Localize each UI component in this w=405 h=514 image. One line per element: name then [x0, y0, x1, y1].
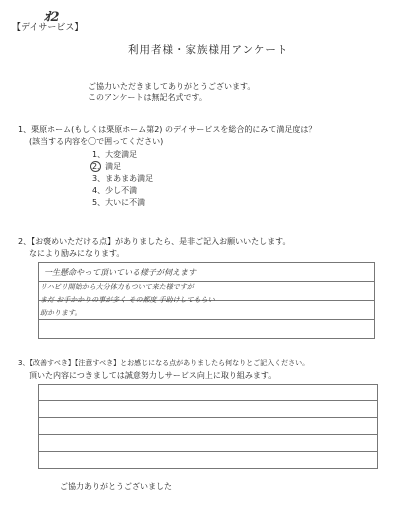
- q1-option-2[interactable]: 2、満足: [92, 162, 122, 171]
- q1-option-4[interactable]: 4、少し不満: [92, 186, 138, 195]
- q3-question: 3、【改善すべき】【注意すべき】とお感じになる点がありましたら何なりとご記入ください。: [18, 359, 310, 367]
- footer-thanks: ご協力ありがとうございました: [60, 482, 172, 491]
- q3-answer-box[interactable]: [38, 384, 378, 468]
- q2-answer-line-2: リハビリ開始から大分体力もついて来た様ですが: [40, 283, 194, 291]
- q2-answer-line-1: 一生懸命やって頂いている様子が伺えます: [44, 268, 196, 277]
- category-label: 【デイサービス】: [12, 23, 84, 33]
- intro-line-2: このアンケートは無記名式です。: [88, 93, 207, 102]
- q1-instruction: (該当する内容を〇で囲ってください): [29, 137, 164, 146]
- q2-question: 2、【お褒めいただける点】がありましたら、是非ご記入お願いいたします。: [18, 237, 291, 246]
- q2-answer-line-4: 助かります。: [40, 309, 82, 317]
- survey-title: 利用者様・家族様用アンケート: [128, 44, 289, 56]
- handwritten-number-mark: ｵ2: [44, 10, 60, 25]
- q2-subtext: なにより励みになります。: [29, 249, 125, 258]
- selected-option-circle: [90, 161, 101, 172]
- intro-line-1: ご協力いただきましてありがとうございます。: [88, 82, 256, 91]
- q1-option-1[interactable]: 1、大変満足: [92, 150, 138, 159]
- q1-option-5[interactable]: 5、大いに不満: [92, 198, 146, 207]
- q1-option-3[interactable]: 3、まあまあ満足: [92, 174, 154, 183]
- q2-answer-line-3: まだ お手かかりの事が多く その都度 手助けしてもらい: [40, 296, 215, 304]
- q1-question: 1、栗原ホーム(もしくは栗原ホーム第2) のデイサービスを総合的にみて満足度は？: [18, 125, 317, 134]
- q3-subtext: 頂いた内容につきましては誠意努力しサービス向上に取り組みます。: [29, 371, 277, 380]
